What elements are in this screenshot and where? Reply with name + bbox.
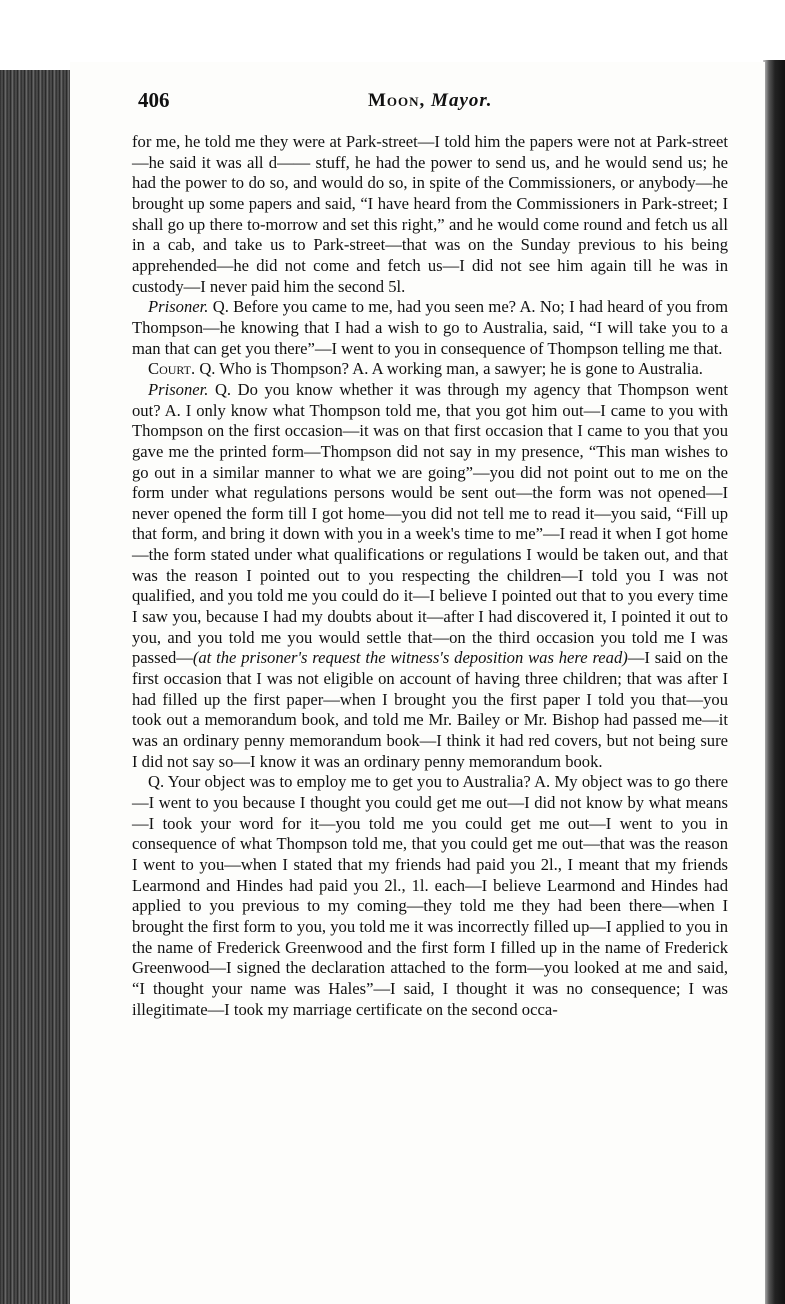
speaker-label: Court. — [148, 359, 196, 379]
paragraph-text: Q. Before you came to me, had you seen me? A. No; I had heard of you from Thompson—he knowing that I had a wish to go to Australia, said, “I will take you to a man that can get you there”—I went to you in consequence of Thompson telling me that. — [132, 297, 729, 358]
stage-aside: (at the prisoner's request the witness's deposition was here read) — [192, 648, 628, 668]
paragraph-4 — [132, 380, 728, 772]
page-number: 406 — [138, 88, 170, 112]
paragraph-text: Q. Your object was to employ me to get you to Australia? A. My object was to go there—I went to you because I thought you could get me out—I did not know by what means—I took your word for it—you told me you could get me out—I went to you in consequence of what Thompson told me, that you could get me out—that was the reason I went to you—when I stated that my friends had paid you 2l., I meant that my friends Learmond and Hindes had paid you 2l., 1l. each—I believe Learmond and Hindes had applied to you previous to my coming—they told me they had been there—when I brought the first form to you, you told me it was incorrectly filled up—I applied to you in the name of Frederick Greenwood and the first form I filled up in the name of Frederick Greenwood—I signed the declaration attached to the form—you looked at me and said, “I thought your name was Hales”—I said, I thought it was no consequence; I was illegitimate—I took my marriage certificate on the second occa- — [132, 772, 728, 1019]
testimony-text — [132, 132, 728, 1020]
page-header — [138, 88, 728, 118]
paragraph-text-continued: —I said on the first occasion that I was not eligible on account of having three children; that was after I had filled up the first paper—when I brought you the first paper I told you that—you took out a memorandum book, and told me Mr. Bailey or Mr. Bishop had passed me—it was an ordinary penny memorandum book—I think it had red covers, but not being sure I did not say so—I know it was an ordinary penny memorandum book. — [132, 648, 728, 771]
speaker-label: Prisoner. — [148, 379, 209, 399]
book-spine-edge — [0, 70, 72, 1304]
paragraph-1 — [132, 132, 728, 297]
paragraph-3 — [132, 359, 728, 380]
paragraph-text: Q. Do you know whether it was through my agency that Thompson went out? A. I only know what Thompson told me, that you got him out—I came to you with Thompson on the first occasion—it was on that first occasion that I came to you that you gave me the printed form—Thompson did not say in my presence, “This man wishes to go out in a similar manner to what we are going”—you did not point out to me on the form under what regulations persons would be sent out—the form was not opened—I never opened the form till I got home—you did not tell me to read it—you said, “Fill up that form, and bring it down with you in a week's time to me”—I read it when I got home—the form stated under what qualifications or regulations I would be taken out, and that was the reason I pointed out to you respecting the children—I told you I was not qualified, and you told me you could do it—I believe I pointed out that to you every time I saw you, because I had my doubts about it—after I had discovered it, I pointed it out to you, and you told me you would settle that—on the third occasion you told me I was passed— — [132, 379, 728, 668]
paragraph-text: Q. Who is Thompson? A. A working man, a sawyer; he is gone to Australia. — [199, 359, 703, 379]
paragraph-2 — [132, 297, 728, 359]
running-head-name: Moon, — [368, 90, 426, 111]
paragraph-text: for me, he told me they were at Park-street—I told him the papers were not at Park-street—he said it was all d—— stuff, he had the power to send us, and he would send us; he had the power to do so, and would do so, in spite of the Commissioners, or anybody—he brought up some papers and said, “I have heard from the Commissioners in Park-street; I shall go up there to-morrow and set this right,” and he would come round and fetch us all in a cab, and take us to Park-street—that was on the Sunday previous to his being apprehended—he did not come and fetch us—I did not see him again till he was in custody—I never paid him the second 5l. — [132, 132, 728, 296]
running-head-title: Mayor. — [431, 90, 493, 111]
running-head — [368, 90, 492, 112]
speaker-label: Prisoner. — [148, 297, 209, 317]
paragraph-5 — [132, 772, 728, 1020]
book-right-edge — [763, 60, 785, 1304]
